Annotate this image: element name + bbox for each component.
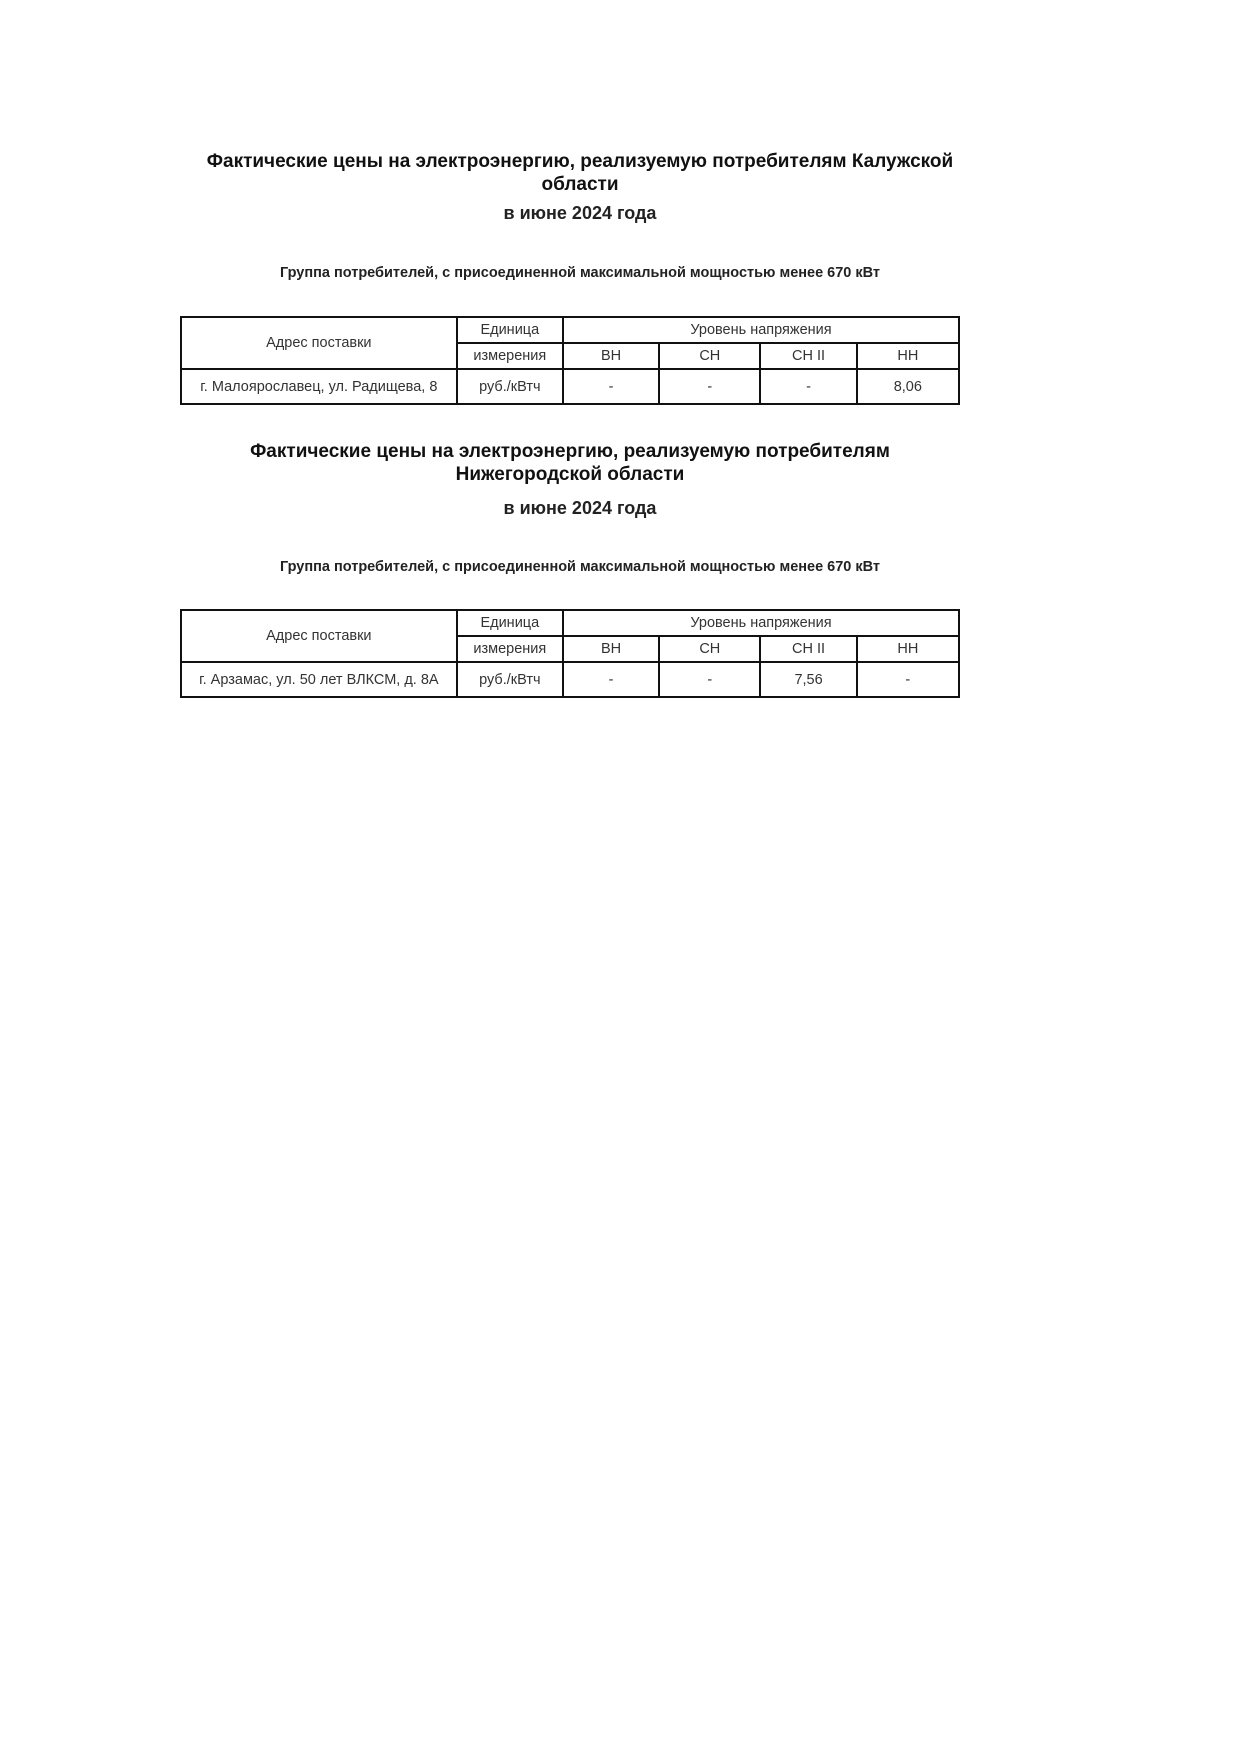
period-nizhny-novgorod: в июне 2024 года <box>503 498 657 518</box>
header-voltage-level: Уровень напряжения <box>563 610 959 636</box>
cell-unit: руб./кВтч <box>457 662 563 697</box>
header-level-nn: НН <box>857 343 959 369</box>
cell-address: г. Арзамас, ул. 50 лет ВЛКСМ, д. 8А <box>181 662 457 697</box>
cell-address: г. Малоярославец, ул. Радищева, 8 <box>181 369 457 404</box>
header-level-sn2: СН II <box>760 636 856 662</box>
header-address: Адрес поставки <box>181 610 457 662</box>
title-text: Фактические цены на электроэнергию, реализуемую потребителям Нижегородской области <box>250 441 890 485</box>
table-row <box>181 662 959 697</box>
header-unit-bottom: измерения <box>457 636 563 662</box>
price-table-nizhny-novgorod <box>180 609 960 698</box>
title-text: Фактические цены на электроэнергию, реализуемую потребителям Калужской области <box>206 151 954 195</box>
table-row <box>181 369 959 404</box>
cell-nn: 8,06 <box>857 369 959 404</box>
cell-sn: - <box>659 369 760 404</box>
header-level-vn: ВН <box>563 636 659 662</box>
header-level-sn: СН <box>659 343 760 369</box>
consumer-group-nizhny-novgorod: Группа потребителей, с присоединенной максимальной мощностью менее 670 кВт <box>279 559 881 575</box>
header-level-nn: НН <box>857 636 959 662</box>
cell-unit: руб./кВтч <box>457 369 563 404</box>
header-unit-top: Единица <box>457 610 563 636</box>
period-kaluga: в июне 2024 года <box>503 203 657 223</box>
header-unit-top: Единица <box>457 317 563 343</box>
cell-vn: - <box>563 369 659 404</box>
cell-sn2: 7,56 <box>760 662 856 697</box>
header-unit-bottom: измерения <box>457 343 563 369</box>
header-level-vn: ВН <box>563 343 659 369</box>
header-voltage-level: Уровень напряжения <box>563 317 959 343</box>
header-address: Адрес поставки <box>181 317 457 369</box>
consumer-group-kaluga: Группа потребителей, с присоединенной максимальной мощностью менее 670 кВт <box>279 265 881 281</box>
price-table-kaluga <box>180 316 960 405</box>
cell-sn2: - <box>760 369 856 404</box>
cell-nn: - <box>857 662 959 697</box>
header-level-sn: СН <box>659 636 760 662</box>
header-level-sn2: СН II <box>760 343 856 369</box>
cell-sn: - <box>659 662 760 697</box>
cell-vn: - <box>563 662 659 697</box>
section-title-kaluga <box>200 150 960 196</box>
section-title-nizhny-novgorod <box>250 440 890 486</box>
